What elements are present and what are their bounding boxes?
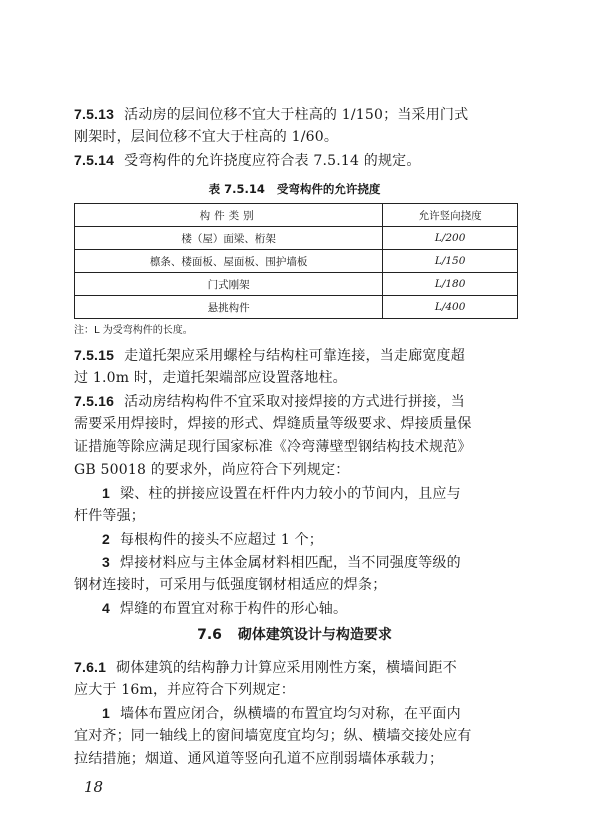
clause-number: 7.5.13: [74, 106, 115, 122]
list-item-3-line-1: [102, 552, 516, 573]
table-row: [75, 273, 518, 296]
table-caption-title: 受弯构件的允许挠度: [276, 182, 381, 196]
list-item-1-line-3: 拉结措施；烟道、通风道等竖向孔道不应削弱墙体承载力；: [74, 751, 444, 767]
table-cell: 檩条、楼面板、屋面板、围护墙板: [75, 250, 383, 273]
list-item-number: 1: [102, 705, 110, 721]
clause-number: 7.5.16: [74, 393, 115, 409]
table-cell: 悬挑构件: [75, 296, 383, 319]
list-item-3-line-2: 钢材连接时，可采用与低强度钢材相适应的焊条；: [74, 577, 387, 593]
list-item-1-line-1: [102, 703, 516, 724]
table-note: 注：L 为受弯构件的长度。: [74, 325, 193, 336]
clause-text: 活动房结构构件不宜采取对接焊接的方式进行拼接，当: [124, 394, 465, 410]
table-caption: [0, 181, 589, 197]
table-row: [75, 296, 518, 319]
list-item-number: 1: [102, 485, 110, 501]
table-cell: 门式刚架: [75, 273, 383, 296]
clause-7-5-15-line-2: 过 1.0m 时，走道托架端部应设置落地柱。: [74, 370, 347, 386]
clause-7-5-13-line-2: 刚架时，层间位移不宜大于柱高的 1/60。: [74, 129, 339, 145]
table-cell: L/200: [383, 227, 518, 250]
clause-7-5-16-line-3: 证措施等除应满足现行国家标准《冷弯薄壁型钢结构技术规范》: [74, 439, 472, 455]
clause-text: 活动房的层间位移不宜大于柱高的 1/150；当采用门式: [124, 107, 469, 123]
clause-text: 砌体建筑的结构静力计算应采用刚性方案，横墙间距不: [116, 660, 457, 676]
table-cell: L/180: [383, 273, 518, 296]
clause-number: 7.5.14: [74, 152, 115, 168]
clause-7-5-14-line-1: [74, 150, 516, 171]
list-item-1-line-1: [102, 483, 516, 504]
clause-7-5-13-line-1: [74, 104, 516, 125]
list-item-number: 2: [102, 531, 110, 547]
clause-7-5-16-line-4: GB 50018 的要求外，尚应符合下列规定：: [74, 462, 350, 478]
table-header-row: [75, 204, 518, 227]
list-item-4: [102, 598, 516, 619]
section-title: 砌体建筑设计与构造要求: [237, 627, 392, 643]
table-cell: L/150: [383, 250, 518, 273]
list-item-2: [102, 529, 516, 550]
clause-number: 7.6.1: [74, 659, 107, 675]
table-header-cell: 允许竖向挠度: [383, 204, 518, 227]
list-item-text: 焊缝的布置宜对称于构件的形心轴。: [120, 601, 348, 617]
table-caption-number: 表 7.5.14: [208, 182, 265, 196]
section-heading: [0, 624, 589, 644]
list-item-text: 梁、柱的拼接应设置在杆件内力较小的节间内，且应与: [120, 486, 461, 502]
table-header-cell: 构件类别: [75, 204, 383, 227]
clause-7-5-16-line-1: [74, 391, 516, 412]
clause-7-5-15-line-1: [74, 345, 516, 366]
clause-7-6-1-line-1: [74, 657, 516, 678]
list-item-1-line-2: 杆件等强；: [74, 508, 145, 524]
clause-7-5-16-line-2: 需要采用焊接时，焊接的形式、焊缝质量等级要求、焊接质量保: [74, 416, 472, 432]
deflection-table: [74, 203, 518, 319]
list-item-number: 4: [102, 600, 110, 616]
list-item-text: 焊接材料应与主体金属材料相匹配，当不同强度等级的: [120, 555, 461, 571]
page-number: 18: [84, 778, 104, 796]
clause-text: 受弯构件的允许挠度应符合表 7.5.14 的规定。: [124, 153, 421, 169]
clause-7-6-1-line-2: 应大于 16m，并应符合下列规定：: [74, 682, 295, 698]
table-row: [75, 227, 518, 250]
list-item-text: 墙体布置应闭合，纵横墙的布置宜均匀对称，在平面内: [120, 706, 461, 722]
table-row: [75, 250, 518, 273]
list-item-number: 3: [102, 554, 110, 570]
table-cell: 楼（屋）面梁、桁架: [75, 227, 383, 250]
clause-text: 走道托架应采用螺栓与结构柱可靠连接，当走廊宽度超: [124, 348, 465, 364]
section-number: 7.6: [197, 627, 222, 643]
list-item-text: 每根构件的接头不应超过 1 个；: [120, 532, 324, 548]
list-item-1-line-2: 宜对齐；同一轴线上的窗间墙宽度宜均匀；纵、横墙交接处应有: [74, 728, 472, 744]
clause-number: 7.5.15: [74, 347, 115, 363]
table-cell: L/400: [383, 296, 518, 319]
